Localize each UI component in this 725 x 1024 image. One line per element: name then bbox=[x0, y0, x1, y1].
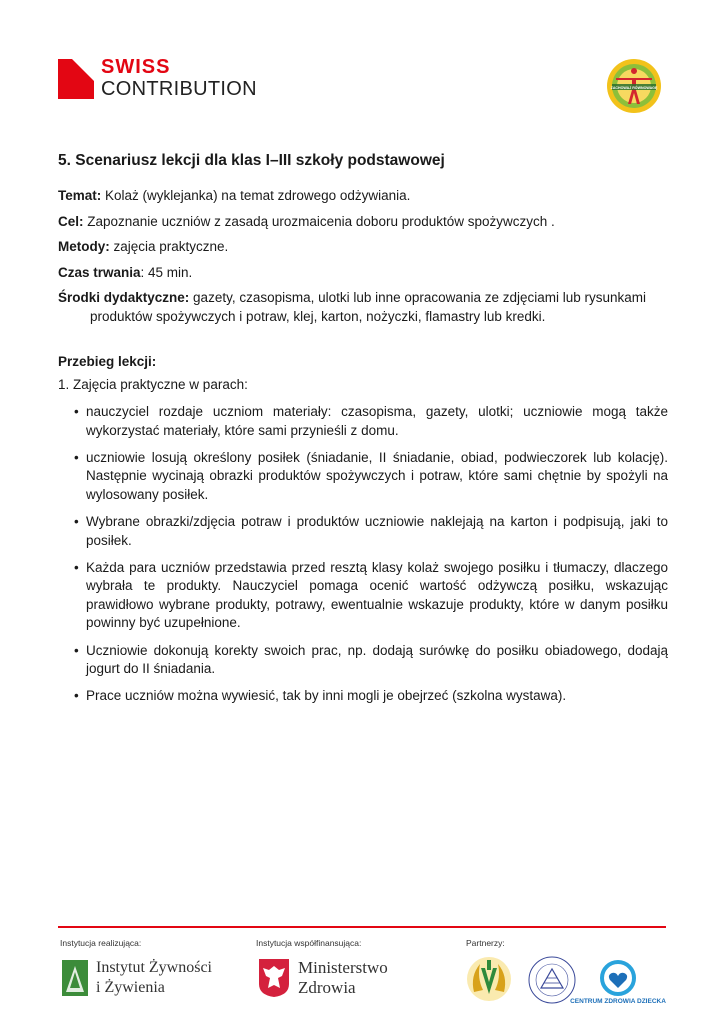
field-value: Kolaż (wyklejanka) na temat zdrowego odżywiania. bbox=[101, 188, 411, 203]
field-label: Metody: bbox=[58, 239, 110, 254]
list-item: • Prace uczniów można wywiesić, tak by inni mogli je obejrzeć (szkolna wystawa). bbox=[74, 687, 668, 706]
partner-awf-logo bbox=[466, 956, 512, 1002]
list-item: • Wybrane obrazki/zdjęcia potraw i produktów uczniowie naklejają na karton i podpisują, jaki to posiłek. bbox=[74, 513, 668, 550]
svg-text:ZACHOWAJ RÓWNOWAGĘ: ZACHOWAJ RÓWNOWAGĘ bbox=[610, 85, 658, 90]
izz-name-line1: Instytut Żywności bbox=[96, 959, 212, 976]
izz-logo bbox=[60, 958, 240, 1000]
field-value: : 45 min. bbox=[140, 265, 193, 280]
field-methods bbox=[58, 237, 668, 256]
list-item: • nauczyciel rozdaje uczniom materiały: czasopisma, gazety, ulotki; uczniowie mogą także wykorzystać materiały, które sami przynieśli z domu. bbox=[74, 403, 668, 440]
label-realizing: Instytucja realizująca: bbox=[60, 938, 142, 948]
field-value: gazety, czasopisma, ulotki lub inne opracowania ze zdjęciami lub rysunkami produktów spożywczych i potraw, klej, karton, nożyczki, flamastry lub kredki. bbox=[90, 290, 647, 324]
field-topic bbox=[58, 186, 668, 205]
page-title: 5. Scenariusz lekcji dla klas I–III szkoły podstawowej bbox=[58, 152, 445, 169]
izz-name-line2: i Żywienia bbox=[96, 979, 165, 996]
field-goal bbox=[58, 212, 668, 231]
field-duration bbox=[58, 263, 668, 282]
field-value: zajęcia praktyczne. bbox=[109, 239, 229, 254]
polish-eagle-icon bbox=[258, 958, 290, 998]
section-title: Przebieg lekcji: bbox=[58, 354, 157, 369]
czd-heart-icon bbox=[568, 960, 668, 998]
field-label: Cel: bbox=[58, 214, 84, 229]
swiss-contribution-logo bbox=[58, 56, 258, 102]
field-label: Temat: bbox=[58, 188, 102, 203]
brand-top: SWISS bbox=[101, 56, 171, 78]
field-label: Środki dydaktyczne: bbox=[58, 290, 190, 305]
ministry-name-line1: Ministerstwo bbox=[298, 958, 388, 977]
bullet-list bbox=[74, 403, 668, 714]
izz-emblem-icon bbox=[60, 958, 90, 998]
field-value: Zapoznanie uczniów z zasadą urozmaicenia doboru produktów spożywczych . bbox=[83, 214, 555, 229]
ministry-name-line2: Zdrowia bbox=[298, 978, 356, 997]
ministry-logo bbox=[258, 958, 418, 1000]
list-item: • uczniowie losują określony posiłek (śniadanie, II śniadanie, obiad, podwieczorek lub kolację). Następnie wycinają obrazki produktów spożywczych i potraw, które sami chętnie by spożyli na wylosowany posiłek. bbox=[74, 449, 668, 505]
list-item: • Każda para uczniów przedstawia przed resztą klasy kolaż swojego posiłku i tłumaczy, dlaczego wybrała te produkty. Nauczyciel pomaga ocenić wartość odżywczą posiłku, wskazując prawidłowo wybrane produkty, potrawy, ewentualnie wskazuje produkty, które w danym posiłku powinny być uzupełnione. bbox=[74, 559, 668, 633]
label-partners: Partnerzy: bbox=[466, 938, 505, 948]
step-item: 1. Zajęcia praktyczne w parach: bbox=[58, 377, 248, 392]
partner-czd-logo bbox=[568, 960, 668, 1010]
footer-divider bbox=[58, 926, 666, 928]
zachowaj-rownowage-logo bbox=[606, 58, 662, 114]
label-cofinancing: Instytucja współfinansująca: bbox=[256, 938, 362, 948]
brand-bottom: CONTRIBUTION bbox=[101, 78, 257, 100]
list-item: • Uczniowie dokonują korekty swoich prac, np. dodają surówkę do posiłku obiadowego, dodają jogurt do II śniadania. bbox=[74, 642, 668, 679]
czd-name: CENTRUM ZDROWIA DZIECKA bbox=[570, 998, 666, 1005]
field-label: Czas trwania bbox=[58, 265, 141, 280]
field-materials bbox=[58, 288, 700, 326]
